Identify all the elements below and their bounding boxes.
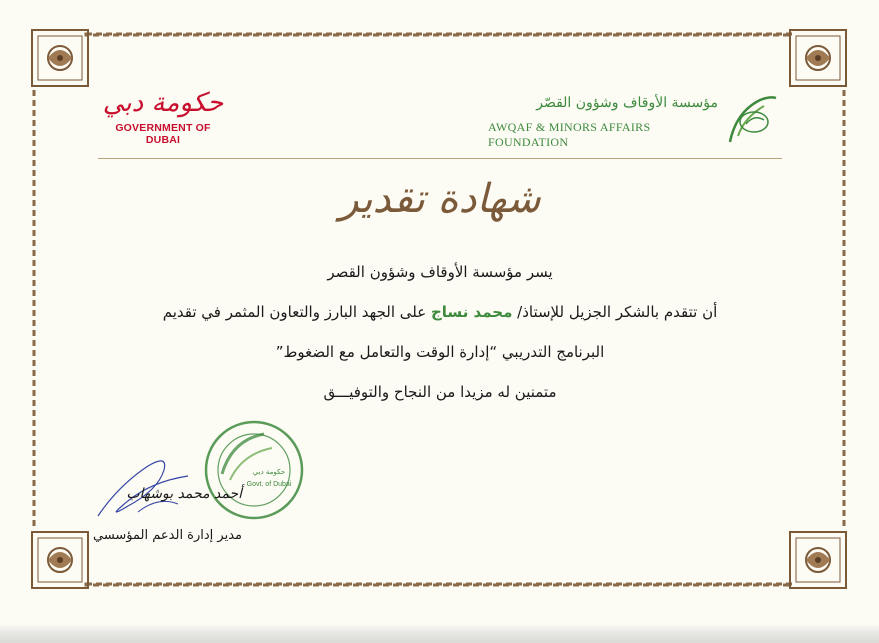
awqaf-logo-arabic: مؤسسة الأوقاف وشؤون القصّر	[536, 95, 718, 111]
awqaf-emblem-icon	[724, 92, 780, 146]
certificate-title: شهادة تقدير	[339, 176, 541, 222]
dubai-logo-arabic: حكومة دبي	[102, 88, 224, 118]
recipient-name: محمد نساج	[430, 303, 513, 321]
awqaf-foundation-logo	[488, 92, 788, 152]
signatory-title: مدير إدارة الدعم المؤسسي	[92, 528, 242, 543]
body-line-4: متمنين له مزيدا من النجاح والتوفيـــق	[323, 383, 557, 401]
corner-ornament-icon	[788, 530, 848, 590]
body-line-2	[120, 292, 760, 332]
corner-ornament-icon	[30, 28, 90, 88]
government-of-dubai-logo	[98, 86, 228, 146]
dubai-logo-english: GOVERNMENT OF DUBAI	[115, 122, 211, 146]
header-divider	[98, 158, 782, 159]
scan-edge-shadow	[0, 624, 879, 643]
certificate-body	[120, 252, 760, 412]
body-line-1: يسر مؤسسة الأوقاف وشؤون القصر	[327, 263, 553, 281]
stamp-arabic-text: حكومة دبي	[252, 468, 286, 476]
corner-ornament-icon	[788, 28, 848, 88]
body-line-2-start: أن تتقدم بالشكر الجزيل للإستاذ/	[517, 303, 718, 321]
body-line-2-end: على الجهد البارز والتعاون المثمر في تقديم	[162, 303, 427, 321]
stamp-english-text: Govt. of Dubai	[246, 481, 292, 488]
signatory-name: أحمد محمد بوشهاب	[126, 486, 242, 502]
body-line-3: البرنامج التدريبي “إدارة الوقت والتعامل مع الضغوط”	[275, 343, 605, 361]
corner-ornament-icon	[30, 530, 90, 590]
awqaf-logo-english: AWQAF & MINORS AFFAIRS FOUNDATION	[488, 120, 651, 149]
